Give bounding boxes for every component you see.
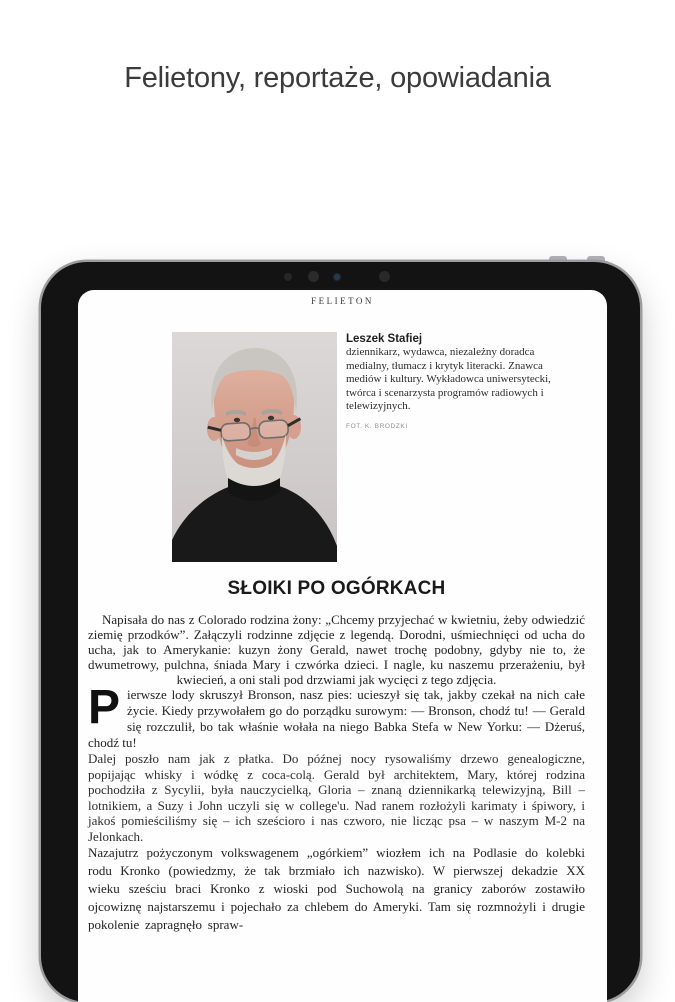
article-paragraph-lead: Napisała do nas z Colorado rodzina żony: „Chcemy przyjechać w kwietniu, żeby odwiedzić ziemię przodków”. Załączyli rodzinne zdjęcie z legendą. Dorodni, uśmiechnięci od ucha do ucha, jak to Amerykanie: kuzyn żony Gerald, nawet trochę podobny, gdyby nie to, że dwumetrowy, pulchna, śniada Mary i czwórka dzieci. I nagle, ku naszemu przerażeniu, był kwiecień, a oni stali pod drzwiami jak wycięci z tego zdjęcia.: [88, 612, 585, 687]
article-paragraph: Nazajutrz pożyczonym volkswagenem „ogórkiem” wiozłem ich na Podlasie do kolebki rodu Kronko (powiedzmy, że tak brzmiało ich nazwisko). W pierwszej dekadzie XX wieku sześciu braci Kronko z wioski pod Suchowolą na granicy zaborów zostawiło ojcowiznę najstarszemu i pojechało za chlebem do Ameryki. Tam się rozmnożyli i drugie pokolenie zapragnęło spraw-: [88, 845, 585, 932]
depth-sensor-icon: [379, 271, 390, 282]
author-name: Leszek Stafiej: [346, 333, 423, 345]
tablet-frame: [41, 262, 640, 1002]
article-title: SŁOIKI PO OGÓRKACH: [227, 578, 446, 599]
author-bio-block: [346, 332, 564, 430]
author-photo: [172, 332, 337, 562]
drop-cap: P: [88, 681, 121, 734]
ambient-sensor-icon: [284, 273, 292, 281]
camera-lens-icon: [334, 274, 340, 280]
page-title: Felietony, reportaże, opowiadania: [124, 62, 551, 94]
front-camera-icon: [308, 271, 319, 282]
author-bio-text: dziennikarz, wydawca, niezależny doradca medialny, tłumacz i krytyk literacki. Znawca mediów i kultury. Wykładowca uniwersytecki, twórca i scenarzysta programów radiowych i telewizyjnych.: [346, 346, 551, 412]
section-label: FELIETON: [311, 296, 374, 306]
photo-credit: FOT. K. BRODZKI: [346, 422, 408, 430]
drop-cap-paragraph-text: ierwsze lody skruszył Bronson, nasz pies: ucieszył się tak, jakby czekał na nich całe życie. Kiedy przywołałem go do porządku surowym: — Bronson, chodź tu! — Gerald się rozczulił, bo tak właśnie wołała na niego Babka Stefa w New Yorku: — Dżeruś, chodź tu!: [88, 687, 585, 750]
tablet-screen: [78, 290, 607, 1002]
article-paragraph: Dalej poszło nam jak z płatka. Do późnej nocy rysowaliśmy drzewo genealogiczne, popijając whisky i wódkę z coca-colą. Gerald był architektem, Mary, której rodzina pochodziła z Sycylii, była nauczycielką, Gloria – znaną dziennikarką telewizyjną, Bill – lotnikiem, a Suzy i John uczyli się w college'u. Nad ranem rozłożyli karimaty i śpiwory, i jakoś pomieściliśmy się – ich sześcioro i nas czworo, nie licząc psa – w naszym M-2 na Jelonkach.: [88, 751, 585, 844]
article-body: [88, 612, 585, 934]
article-paragraph-dropcap: [88, 681, 585, 751]
